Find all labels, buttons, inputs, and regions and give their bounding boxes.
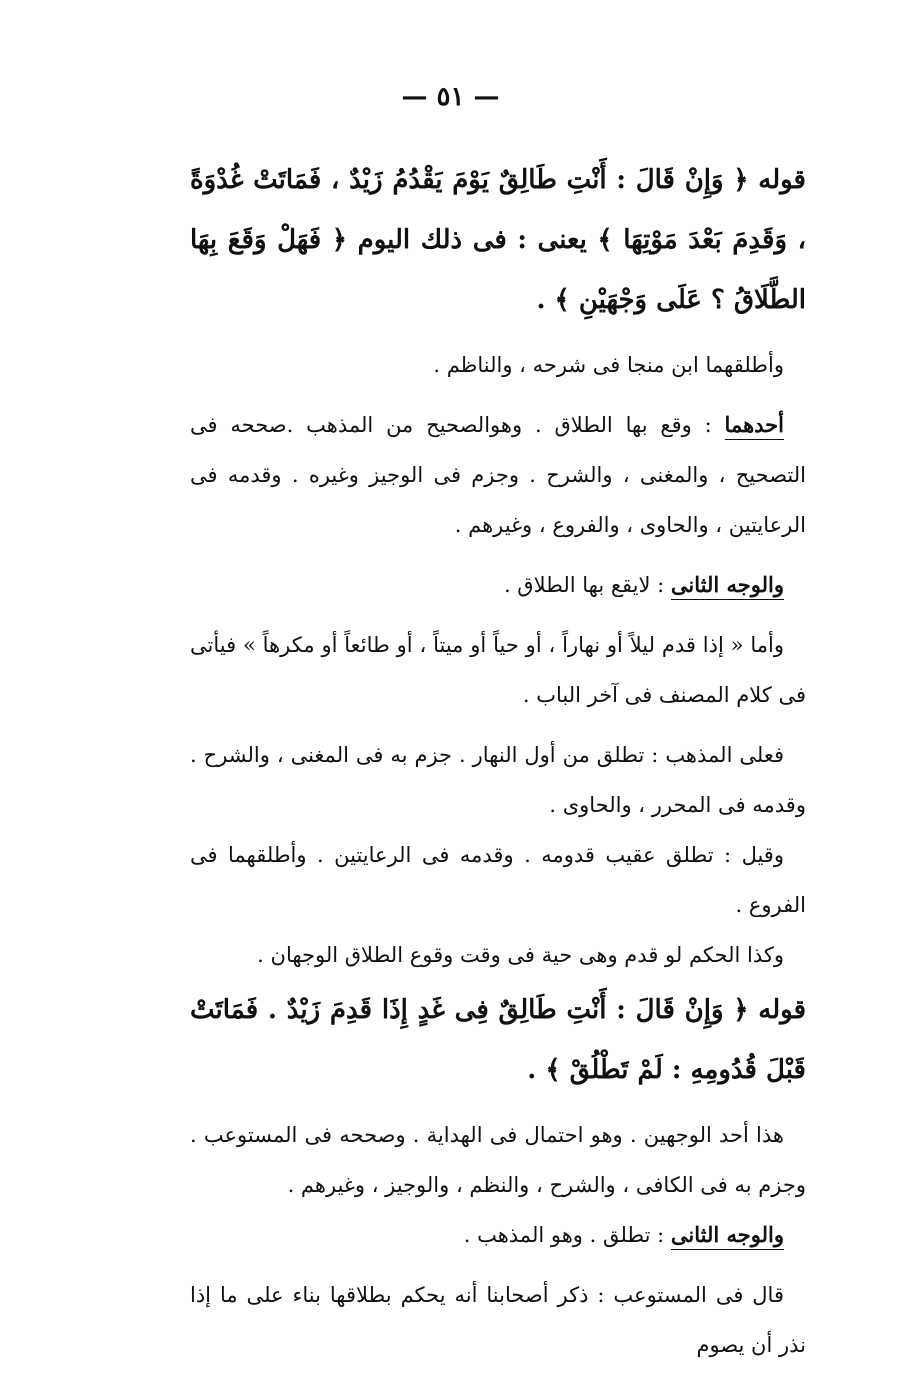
- paragraph-3-text: : وقع بها الطلاق . وهوالصحيح من المذهب .صححه فى التصحيح ، والمغنى ، والشرح . وجزم فى الوجيز وغيره . وقدمه فى الرعايتين ، والحاوى ، والفروع ، وغيرهم .: [190, 413, 806, 537]
- paragraph-10: هذا أحد الوجهين . وهو احتمال فى الهداية . وصححه فى المستوعب . وجزم به فى الكافى ، والشرح ، والنظم ، والوجيز ، وغيرهم .: [190, 1123, 806, 1197]
- paragraph-11-text: : تطلق . وهو المذهب .: [463, 1223, 671, 1247]
- paragraph-11: [190, 1210, 806, 1260]
- paragraph-quote-2: قوله ﴿ وَإِنْ قَالَ : أَنْتِ طَالِقٌ فِى غَدٍ إِذَا قَدِمَ زَيْدٌ . فَمَاتَتْ قَبْلَ قُدُومِهِ : لَمْ تَطْلُقْ ﴾ .: [190, 995, 806, 1085]
- second-view-heading: والوجه الثانى: [671, 572, 784, 600]
- paragraph-7: وقيل : تطلق عقيب قدومه . وقدمه فى الرعايتين . وأطلقهما فى الفروع .: [190, 843, 806, 917]
- first-view-heading: أحدهما: [725, 412, 784, 440]
- paragraph-8: وكذا الحكم لو قدم وهى حية فى وقت وقوع الطلاق الوجهان .: [257, 943, 784, 967]
- paragraph-4: [190, 560, 806, 610]
- paragraph-6: فعلى المذهب : تطلق من أول النهار . جزم به فى المغنى ، والشرح . وقدمه فى المحرر ، والحاوى .: [190, 743, 806, 817]
- paragraph-2: وأطلقهما ابن منجا فى شرحه ، والناظم .: [433, 353, 784, 377]
- paragraph-4-text: : لايقع بها الطلاق .: [503, 573, 671, 597]
- paragraph-3: [190, 400, 806, 550]
- page-number: — ٥١ —: [401, 82, 500, 112]
- paragraph-quote-1: قوله ﴿ وَإِنْ قَالَ : أَنْتِ طَالِقٌ يَوْمَ يَقْدُمُ زَيْدٌ ، فَمَاتَتْ غُدْوَةً ، وَقَدِمَ بَعْدَ مَوْتِهَا ﴾ يعنى : فى ذلك اليوم ﴿ فَهَلْ وَقَعَ بِهَا الطَّلَاقُ ؟ عَلَى وَجْهَيْنِ ﴾ .: [190, 165, 806, 315]
- page-body: [190, 150, 806, 1370]
- second-view-heading-2: والوجه الثانى: [671, 1222, 784, 1250]
- paragraph-5: وأما « إذا قدم ليلاً أو نهاراً ، أو حياً أو ميتاً ، أو طائعاً أو مكرهاً » فيأتى فى كلام المصنف فى آخر الباب .: [190, 633, 806, 707]
- paragraph-12: قال فى المستوعب : ذكر أصحابنا أنه يحكم بطلاقها بناء على ما إذا نذر أن يصوم: [190, 1283, 806, 1357]
